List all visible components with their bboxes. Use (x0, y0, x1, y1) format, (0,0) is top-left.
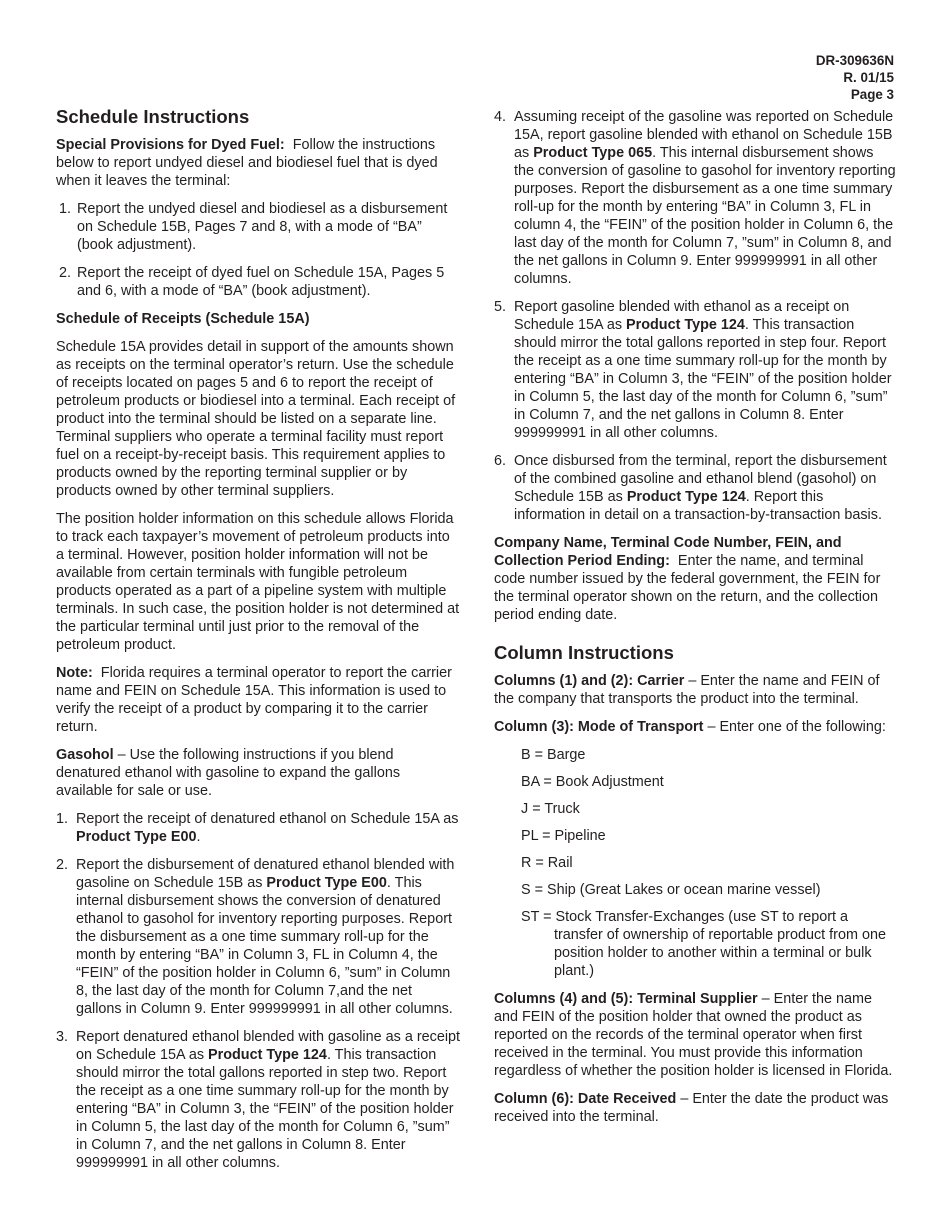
columns-1-2-lead: Columns (1) and (2): Carrier (494, 673, 685, 689)
transport-mode: R = Rail (521, 855, 573, 871)
list-text: Assuming receipt of the gasoline was reported on Schedule 15A, report gasoline blended with ethanol on Schedule 15B as (514, 109, 894, 161)
company-paragraph (494, 534, 896, 624)
gasohol-text: – Use the following instructions if you blend denatured ethanol with gasoline to expand the gallons available for sale or use. (56, 747, 401, 799)
list-item (56, 856, 460, 1018)
transport-mode: J = Truck (521, 801, 580, 817)
list-number: 2. (56, 857, 69, 873)
list-text: . Report this information in detail on a transaction-by-transaction basis. (514, 489, 882, 523)
list-item (56, 200, 460, 254)
list-item (56, 1028, 460, 1172)
transport-mode: BA = Book Adjustment (521, 774, 664, 790)
columns-1-2-paragraph (494, 672, 896, 708)
list-text: . This internal disbursement shows the conversion of denatured ethanol to gasohol for inventory reporting purposes. Report the disbursement as a one time summary roll-up for the month by entering “BA” in Column 3, FL in Column 4, the “FEIN” of the position holder in Column 6, ”sum” in Column 8, the last day of the month for Column 7,and the net gallons in Column 9. Enter 999999991 in all other columns. (76, 875, 453, 1017)
list-number: 5. (494, 299, 507, 315)
transport-mode-list (521, 746, 896, 980)
company-lead: Company Name, Terminal Code Number, FEIN, and Collection Period Ending: (494, 535, 842, 569)
list-number: 1. (59, 201, 72, 217)
list-item (56, 264, 460, 300)
column-6-lead: Column (6): Date Received (494, 1091, 677, 1107)
form-identifier (816, 52, 894, 103)
gasohol-paragraph (56, 746, 460, 800)
dyed-fuel-lead: Special Provisions for Dyed Fuel: (56, 137, 285, 153)
list-item (56, 810, 460, 846)
list-number: 4. (494, 109, 507, 125)
dyed-fuel-list (56, 200, 460, 300)
list-text: Report the receipt of denatured ethanol on Schedule 15A as (76, 811, 459, 827)
product-type: Product Type 065 (533, 145, 653, 161)
page-title: Schedule Instructions (56, 106, 250, 127)
receipts-paragraph-1: Schedule 15A provides detail in support of the amounts shown as receipts on the terminal operator’s return. Use the schedule of receipts located on pages 5 and 6 to report the receipt of petroleum products or biodiesel into a terminal. Each receipt of product into the terminal should be listed on a separate line. Terminal suppliers who operate a terminal facility must report fuel on a receipt-by-receipt basis. This requirement applies to products owned by the reporting terminal supplier or by products owned by other terminal suppliers. (56, 339, 456, 499)
list-number: 6. (494, 453, 507, 469)
transport-mode: ST = Stock Transfer-Exchanges (use ST to report a transfer of ownership of reportable product from one position holder to another within a terminal or bulk plant.) (521, 909, 886, 979)
list-text: . This internal disbursement shows the conversion of gasoline to gasohol for inventory reporting purposes. Report the disbursement as a one time summary roll-up for the month by entering “BA” in Column 3, FL in column 4, the “FEIN” of the position holder in Column 6, the last day of the month for Column 7, ”sum” in Column 8, and the net gallons in Column 9. Enter 999999991 in all other columns. (514, 145, 896, 287)
note-lead: Note: (56, 665, 93, 681)
company-text: Enter the name, and terminal code number issued by the federal government, the FEIN for the terminal operator shown on the return, and the collection period ending date. (494, 553, 881, 623)
product-type: Product Type 124 (208, 1047, 327, 1063)
list-number: 2. (59, 265, 72, 281)
form-revision: R. 01/15 (843, 70, 894, 85)
dyed-fuel-paragraph (56, 136, 460, 190)
list-number: 3. (56, 1029, 69, 1045)
list-number: 1. (56, 811, 69, 827)
list-text: Once disbursed from the terminal, report the disbursement of the combined gasoline and ethanol blend (gasohol) on Schedule 15B as (514, 453, 887, 505)
page-number: Page 3 (850, 87, 894, 102)
product-type: Product Type E00 (266, 875, 387, 891)
transport-mode: S = Ship (Great Lakes or ocean marine vessel) (521, 882, 821, 898)
product-type: Product Type 124 (626, 317, 745, 333)
column-3-lead: Column (3): Mode of Transport (494, 719, 704, 735)
note-paragraph (56, 664, 460, 736)
list-text: . This transaction should mirror the total gallons reported in step two. Report the receipt as a one time summary roll-up for the month by entering “BA” in Column 3, the “FEIN” of the position holder in Column 5, the last day of the month for Column 6, ”sum” in Column 7, and the net gallons in Column 8. Enter 999999991 in all other columns. (76, 1047, 454, 1171)
form-number: DR-309636N (815, 53, 894, 68)
transport-mode: PL = Pipeline (521, 828, 606, 844)
column-instructions-title: Column Instructions (494, 642, 674, 663)
list-item (494, 452, 896, 524)
list-text: . This transaction should mirror the total gallons reported in step four. Report the receipt as a one time summary roll-up for the month by entering “BA” in Column 3, the “FEIN” of the position holder in Column 5, the last day of the month for Column 6, ”sum” in Column 7, and the net gallons in Column 8. Enter 999999991 in all other columns. (514, 317, 892, 441)
list-item (494, 108, 896, 288)
list-item (494, 298, 896, 442)
list-text: Report the undyed diesel and biodiesel as a disbursement on Schedule 15B, Pages 7 and 8, with a mode of “BA” (book adjustment). (77, 201, 448, 253)
right-column (494, 108, 896, 1136)
gasohol-lead: Gasohol (56, 747, 114, 763)
product-type: Product Type E00 (76, 829, 197, 845)
column-3-paragraph (494, 718, 896, 736)
column-3-text: – Enter one of the following: (707, 719, 886, 735)
list-text: Report gasoline blended with ethanol as a receipt on Schedule 15A as (514, 299, 850, 333)
list-text: Report the receipt of dyed fuel on Schedule 15A, Pages 5 and 6, with a mode of “BA” (book adjustment). (77, 265, 445, 299)
columns-4-5-paragraph (494, 990, 896, 1080)
left-column (56, 106, 460, 1182)
transport-mode: B = Barge (521, 747, 586, 763)
gasohol-list-continued (494, 108, 896, 524)
column-6-paragraph (494, 1090, 896, 1126)
gasohol-list (56, 810, 460, 1172)
columns-4-5-lead: Columns (4) and (5): Terminal Supplier (494, 991, 758, 1007)
columns-4-5-text: – Enter the name and FEIN of the position holder that owned the product as reported on the records of the terminal operator when first received in the terminal. You must provide this information regardless of whether the position holder is licensed in Florida. (494, 991, 893, 1079)
list-text: Report the disbursement of denatured ethanol blended with gasoline on Schedule 15B as (76, 857, 455, 891)
columns-1-2-text: – Enter the name and FEIN of the company that transports the product into the terminal. (494, 673, 880, 707)
product-type: Product Type 124 (626, 489, 746, 505)
dyed-fuel-text: Follow the instructions below to report undyed diesel and biodiesel fuel that is dyed when it leaves the terminal: (56, 137, 438, 189)
list-text: Report denatured ethanol blended with gasoline as a receipt on Schedule 15A as (76, 1029, 461, 1063)
column-6-text: – Enter the date the product was received into the terminal. (494, 1091, 889, 1125)
note-text: Florida requires a terminal operator to report the carrier name and FEIN on Schedule 15A. This information is used to verify the receipt of a product by comparing it to the carrier return. (56, 665, 452, 735)
list-text: . (196, 829, 201, 845)
receipts-paragraph-2: The position holder information on this schedule allows Florida to track each taxpayer’s movement of petroleum products into a terminal. However, position holder information will not be available from certain terminals with fungible petroleum products operated as a part of a pipeline system with multiple terminals. In such case, the position holder is not determined at the particular terminal until just prior to the removal of the petroleum product. (56, 511, 460, 653)
receipts-heading: Schedule of Receipts (Schedule 15A) (56, 311, 310, 327)
